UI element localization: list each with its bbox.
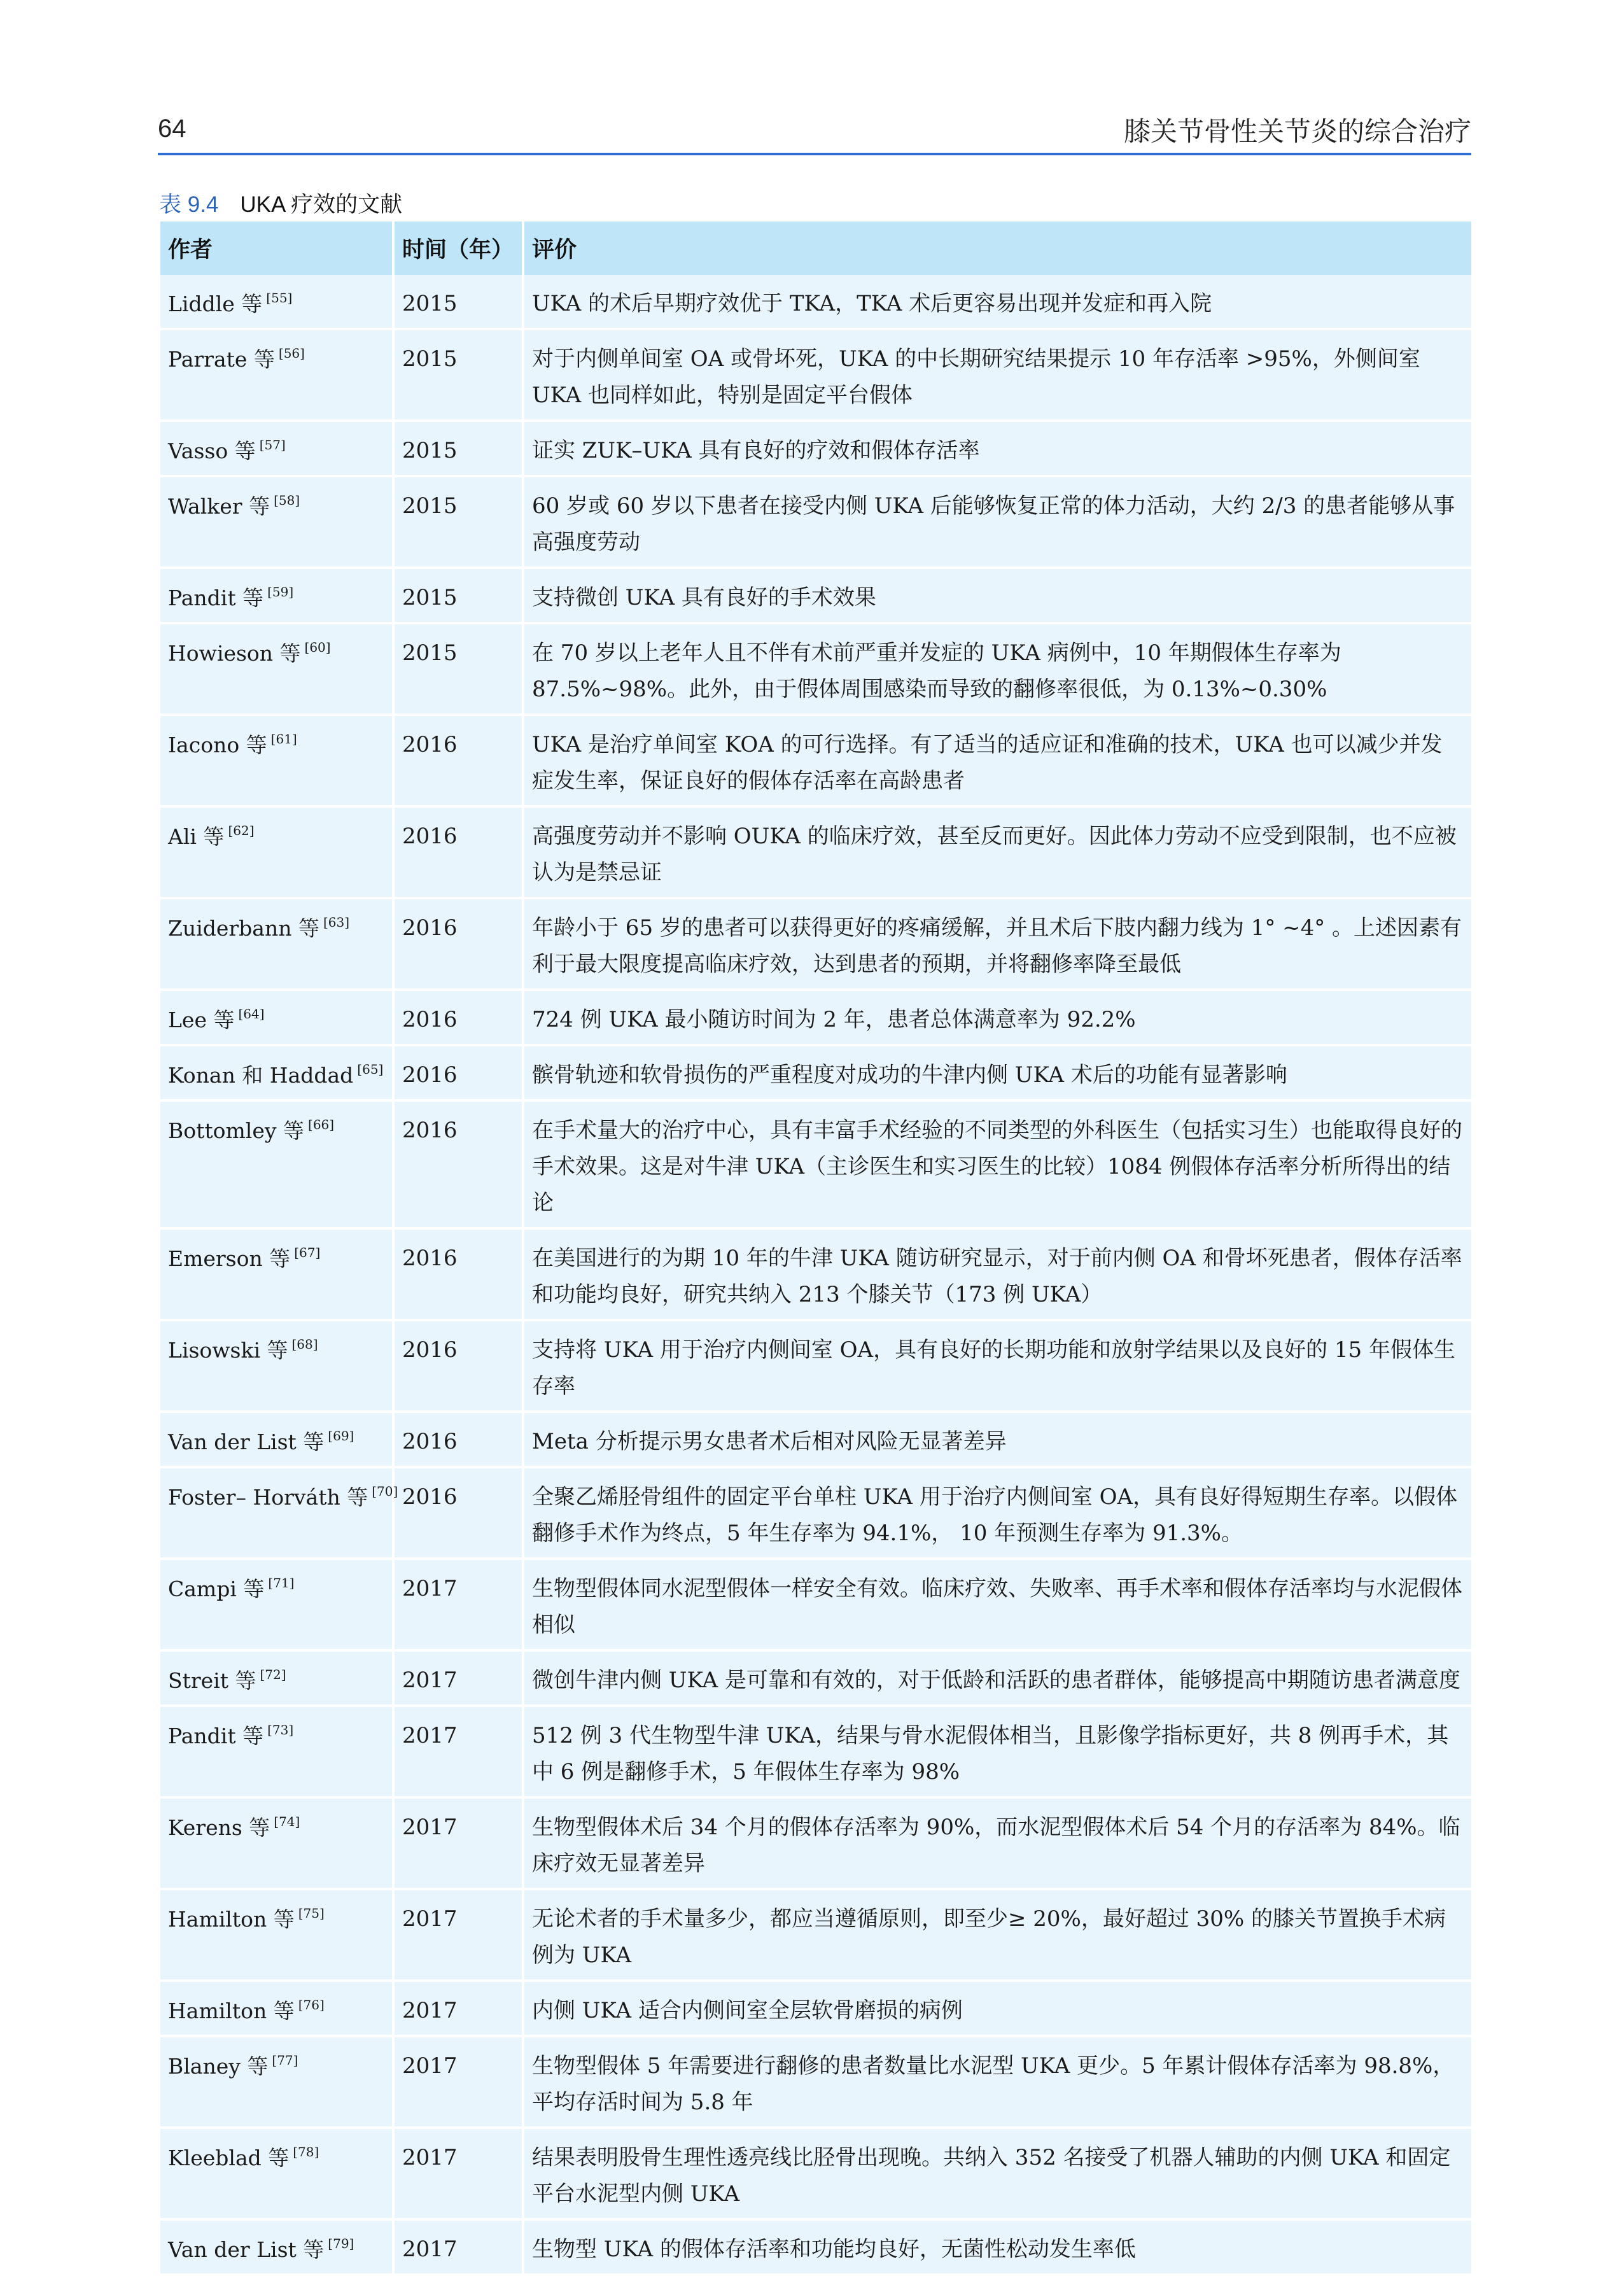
reference-number: [55] bbox=[266, 290, 293, 306]
author-name: Walker 等 bbox=[168, 494, 270, 519]
reference-number: [68] bbox=[291, 1337, 318, 1352]
author-cell bbox=[160, 1707, 395, 1799]
year-cell: 2017 bbox=[395, 1799, 524, 1890]
author-name: Lisowski 等 bbox=[168, 1338, 288, 1363]
table-row bbox=[160, 2129, 1471, 2221]
author-name: Vasso 等 bbox=[168, 439, 256, 463]
author-cell bbox=[160, 1652, 395, 1707]
year-cell: 2015 bbox=[395, 569, 524, 624]
author-name: Parrate 等 bbox=[168, 347, 275, 372]
year-cell: 2016 bbox=[395, 1321, 524, 1413]
reference-number: [77] bbox=[272, 2053, 298, 2068]
reference-number: [63] bbox=[323, 915, 350, 930]
author-name: Pandit 等 bbox=[168, 1724, 264, 1748]
evaluation-cell: 高强度劳动并不影响 OUKA 的临床疗效，甚至反而更好。因此体力劳动不应受到限制，也不应被认为是禁忌证 bbox=[524, 808, 1471, 899]
reference-number: [61] bbox=[270, 731, 297, 747]
year-cell: 2017 bbox=[395, 1707, 524, 1799]
reference-number: [74] bbox=[274, 1814, 300, 1829]
author-cell bbox=[160, 808, 395, 899]
evaluation-cell: 生物型假体 5 年需要进行翻修的患者数量比水泥型 UKA 更少。5 年累计假体存活率为 98.8%，平均存活时间为 5.8 年 bbox=[524, 2037, 1471, 2129]
author-cell bbox=[160, 422, 395, 477]
author-name: Pandit 等 bbox=[168, 586, 264, 610]
table-row bbox=[160, 477, 1471, 569]
evaluation-cell: 生物型假体同水泥型假体一样安全有效。临床疗效、失败率、再手术率和假体存活率均与水泥假体相似 bbox=[524, 1560, 1471, 1652]
reference-number: [57] bbox=[259, 437, 286, 453]
evaluation-cell: UKA 的术后早期疗效优于 TKA，TKA 术后更容易出现并发症和再入院 bbox=[524, 275, 1471, 330]
table-row bbox=[160, 624, 1471, 716]
year-cell: 2015 bbox=[395, 422, 524, 477]
evaluation-cell: 髌骨轨迹和软骨损伤的严重程度对成功的牛津内侧 UKA 术后的功能有显著影响 bbox=[524, 1046, 1471, 1102]
reference-number: [58] bbox=[274, 493, 300, 508]
year-cell: 2015 bbox=[395, 477, 524, 569]
author-name: Van der List 等 bbox=[168, 1430, 325, 1454]
reference-number: [64] bbox=[238, 1006, 265, 1022]
author-name: Campi 等 bbox=[168, 1577, 265, 1601]
evaluation-cell: 在美国进行的为期 10 年的牛津 UKA 随访研究显示，对于前内侧 OA 和骨坏死患者，假体存活率和功能均良好，研究共纳入 213 个膝关节（173 例 UKA） bbox=[524, 1230, 1471, 1321]
table-row bbox=[160, 1230, 1471, 1321]
evaluation-cell: 对于内侧单间室 OA 或骨坏死，UKA 的中长期研究结果提示 10 年存活率 >95%，外侧间室 UKA 也同样如此，特别是固定平台假体 bbox=[524, 330, 1471, 422]
year-cell: 2016 bbox=[395, 808, 524, 899]
year-cell: 2017 bbox=[395, 1982, 524, 2037]
author-cell bbox=[160, 2129, 395, 2221]
author-name: Van der List 等 bbox=[168, 2237, 325, 2262]
table-row bbox=[160, 1890, 1471, 1982]
evaluation-cell: 在 70 岁以上老年人且不伴有术前严重并发症的 UKA 病例中，10 年期假体生存率为 87.5%~98%。此外，由于假体周围感染而导致的翻修率很低，为 0.13%~0.30% bbox=[524, 624, 1471, 716]
year-cell: 2015 bbox=[395, 275, 524, 330]
year-cell: 2017 bbox=[395, 2129, 524, 2221]
reference-number: [78] bbox=[293, 2144, 319, 2160]
author-cell bbox=[160, 1102, 395, 1230]
author-name: Hamilton 等 bbox=[168, 1907, 295, 1932]
table-row bbox=[160, 1046, 1471, 1102]
column-header-evaluation: 评价 bbox=[524, 221, 1471, 275]
year-cell: 2016 bbox=[395, 716, 524, 808]
table-row bbox=[160, 275, 1471, 330]
author-cell bbox=[160, 1799, 395, 1890]
author-name: Ali 等 bbox=[168, 824, 225, 849]
author-name: Liddle 等 bbox=[168, 292, 263, 316]
table-row bbox=[160, 991, 1471, 1046]
author-cell bbox=[160, 899, 395, 991]
year-cell: 2016 bbox=[395, 1102, 524, 1230]
reference-number: [72] bbox=[260, 1667, 286, 1682]
author-name: Emerson 等 bbox=[168, 1246, 291, 1271]
table-row bbox=[160, 1982, 1471, 2037]
reference-number: [59] bbox=[267, 584, 294, 600]
table-row bbox=[160, 1102, 1471, 1230]
author-name: Iacono 等 bbox=[168, 733, 267, 757]
reference-number: [79] bbox=[328, 2236, 354, 2251]
author-name: Lee 等 bbox=[168, 1008, 235, 1032]
evaluation-cell: 724 例 UKA 最小随访时间为 2 年，患者总体满意率为 92.2% bbox=[524, 991, 1471, 1046]
table-row bbox=[160, 899, 1471, 991]
evaluation-cell: 生物型 UKA 的假体存活率和功能均良好，无菌性松动发生率低 bbox=[524, 2221, 1471, 2276]
table-row bbox=[160, 1468, 1471, 1560]
table-row bbox=[160, 808, 1471, 899]
year-cell: 2016 bbox=[395, 1413, 524, 1468]
year-cell: 2017 bbox=[395, 1652, 524, 1707]
table-row bbox=[160, 422, 1471, 477]
reference-number: [75] bbox=[298, 1906, 325, 1921]
column-header-year: 时间（年） bbox=[395, 221, 524, 275]
evaluation-cell: 内侧 UKA 适合内侧间室全层软骨磨损的病例 bbox=[524, 1982, 1471, 2037]
author-cell bbox=[160, 624, 395, 716]
evaluation-cell: 支持微创 UKA 具有良好的手术效果 bbox=[524, 569, 1471, 624]
author-cell bbox=[160, 2221, 395, 2276]
author-cell bbox=[160, 275, 395, 330]
year-cell: 2016 bbox=[395, 1230, 524, 1321]
evaluation-cell: UKA 是治疗单间室 KOA 的可行选择。有了适当的适应证和准确的技术，UKA 也可以减少并发症发生率，保证良好的假体存活率在高龄患者 bbox=[524, 716, 1471, 808]
evaluation-cell: Meta 分析提示男女患者术后相对风险无显著差异 bbox=[524, 1413, 1471, 1468]
evaluation-cell: 无论术者的手术量多少，都应当遵循原则，即至少≥ 20%，最好超过 30% 的膝关节置换手术病例为 UKA bbox=[524, 1890, 1471, 1982]
table-row bbox=[160, 2221, 1471, 2276]
evaluation-cell: 全聚乙烯胫骨组件的固定平台单柱 UKA 用于治疗内侧间室 OA，具有良好得短期生存率。以假体翻修手术作为终点，5 年生存率为 94.1%， 10 年预测生存率为 91.3%。 bbox=[524, 1468, 1471, 1560]
reference-number: [66] bbox=[308, 1117, 335, 1132]
reference-number: [60] bbox=[304, 640, 331, 655]
table-title: UKA 疗效的文献 bbox=[240, 192, 403, 217]
reference-number: [65] bbox=[357, 1062, 384, 1077]
book-title: 膝关节骨性关节炎的综合治疗 bbox=[1123, 116, 1471, 147]
author-cell bbox=[160, 477, 395, 569]
header-rule bbox=[158, 153, 1471, 155]
table-row bbox=[160, 1413, 1471, 1468]
table-row bbox=[160, 1707, 1471, 1799]
author-name: Konan 和 Haddad bbox=[168, 1063, 354, 1088]
reference-number: [73] bbox=[267, 1722, 294, 1738]
evaluation-cell: 生物型假体术后 34 个月的假体存活率为 90%，而水泥型假体术后 54 个月的存活率为 84%。临床疗效无显著差异 bbox=[524, 1799, 1471, 1890]
reference-number: [69] bbox=[328, 1428, 354, 1444]
table-caption bbox=[159, 187, 402, 219]
evaluation-cell: 年龄小于 65 岁的患者可以获得更好的疼痛缓解，并且术后下肢内翻力线为 1° ~4° 。上述因素有利于最大限度提高临床疗效，达到患者的预期，并将翻修率降至最低 bbox=[524, 899, 1471, 991]
page-number: 64 bbox=[158, 115, 186, 143]
evaluation-cell: 60 岁或 60 岁以下患者在接受内侧 UKA 后能够恢复正常的体力活动，大约 2/3 的患者能够从事高强度劳动 bbox=[524, 477, 1471, 569]
evaluation-cell: 支持将 UKA 用于治疗内侧间室 OA，具有良好的长期功能和放射学结果以及良好的 15 年假体生存率 bbox=[524, 1321, 1471, 1413]
table-row bbox=[160, 1799, 1471, 1890]
table-header-row bbox=[160, 221, 1471, 275]
author-cell bbox=[160, 991, 395, 1046]
author-cell bbox=[160, 569, 395, 624]
author-cell bbox=[160, 1982, 395, 2037]
reference-number: [62] bbox=[228, 823, 255, 838]
evaluation-cell: 512 例 3 代生物型牛津 UKA，结果与骨水泥假体相当，且影像学指标更好，共 8 例再手术，其中 6 例是翻修手术，5 年假体生存率为 98% bbox=[524, 1707, 1471, 1799]
author-cell bbox=[160, 1560, 395, 1652]
author-name: Kleeblad 等 bbox=[168, 2146, 290, 2170]
evaluation-cell: 微创牛津内侧 UKA 是可靠和有效的，对于低龄和活跃的患者群体，能够提高中期随访患者满意度 bbox=[524, 1652, 1471, 1707]
table-row bbox=[160, 1652, 1471, 1707]
author-name: Kerens 等 bbox=[168, 1815, 270, 1840]
year-cell: 2017 bbox=[395, 1890, 524, 1982]
literature-table bbox=[160, 221, 1471, 2276]
table-row bbox=[160, 1560, 1471, 1652]
evaluation-cell: 在手术量大的治疗中心，具有丰富手术经验的不同类型的外科医生（包括实习生）也能取得良好的手术效果。这是对牛津 UKA（主诊医生和实习医生的比较）1084 例假体存活率分析所得出的结论 bbox=[524, 1102, 1471, 1230]
table-row bbox=[160, 330, 1471, 422]
table-row bbox=[160, 569, 1471, 624]
table-body bbox=[160, 275, 1471, 2276]
author-cell bbox=[160, 1230, 395, 1321]
author-cell bbox=[160, 1321, 395, 1413]
author-name: Streit 等 bbox=[168, 1668, 256, 1693]
year-cell: 2017 bbox=[395, 1560, 524, 1652]
reference-number: [70] bbox=[372, 1484, 398, 1499]
year-cell: 2017 bbox=[395, 2037, 524, 2129]
author-cell bbox=[160, 716, 395, 808]
author-name: Hamilton 等 bbox=[168, 1999, 295, 2023]
year-cell: 2016 bbox=[395, 1468, 524, 1560]
year-cell: 2015 bbox=[395, 330, 524, 422]
year-cell: 2016 bbox=[395, 899, 524, 991]
author-name: Zuiderbann 等 bbox=[168, 916, 319, 941]
reference-number: [76] bbox=[298, 1997, 325, 2013]
evaluation-cell: 证实 ZUK–UKA 具有良好的疗效和假体存活率 bbox=[524, 422, 1471, 477]
year-cell: 2016 bbox=[395, 991, 524, 1046]
year-cell: 2016 bbox=[395, 1046, 524, 1102]
table-number: 表 9.4 bbox=[159, 192, 219, 217]
author-cell bbox=[160, 1413, 395, 1468]
author-cell bbox=[160, 1468, 398, 1560]
author-cell bbox=[160, 330, 395, 422]
author-name: Bottomley 等 bbox=[168, 1118, 305, 1143]
column-header-author: 作者 bbox=[160, 221, 395, 275]
year-cell: 2017 bbox=[395, 2221, 524, 2276]
reference-number: [67] bbox=[294, 1245, 321, 1260]
author-cell bbox=[160, 1046, 395, 1102]
table-row bbox=[160, 1321, 1471, 1413]
reference-number: [56] bbox=[278, 346, 305, 361]
author-cell bbox=[160, 1890, 395, 1982]
evaluation-cell: 结果表明股骨生理性透亮线比胫骨出现晚。共纳入 352 名接受了机器人辅助的内侧 UKA 和固定平台水泥型内侧 UKA bbox=[524, 2129, 1471, 2221]
author-name: Howieson 等 bbox=[168, 641, 301, 666]
author-cell bbox=[160, 2037, 395, 2129]
reference-number: [71] bbox=[268, 1575, 295, 1591]
running-head bbox=[158, 109, 1471, 153]
author-name: Blaney 等 bbox=[168, 2054, 269, 2079]
table-row bbox=[160, 716, 1471, 808]
year-cell: 2015 bbox=[395, 624, 524, 716]
author-name: Foster– Horváth 等 bbox=[168, 1485, 368, 1510]
table-row bbox=[160, 2037, 1471, 2129]
